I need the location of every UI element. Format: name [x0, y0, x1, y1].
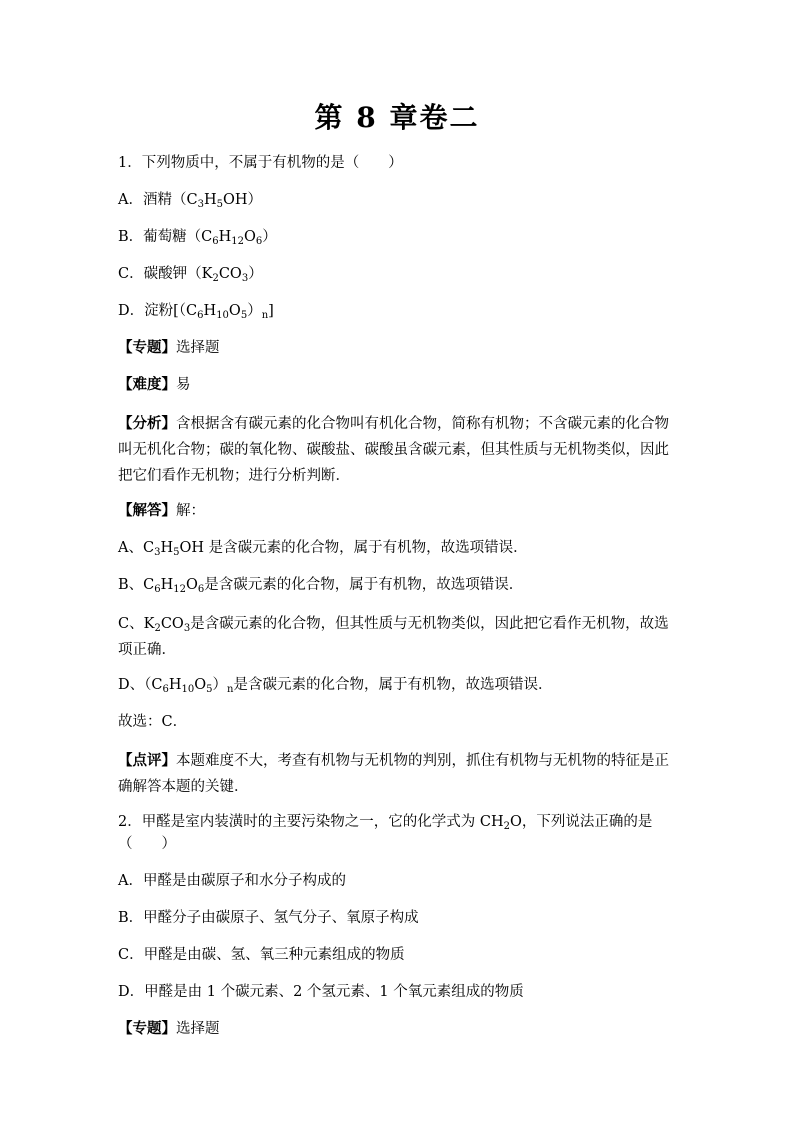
answer-label: 【解答】 — [118, 502, 176, 519]
topic-value: 选择题 — [176, 340, 220, 356]
q2-option-b: B．甲醛分子由碳原子、氢气分子、氧原子构成 — [118, 910, 419, 926]
q1-topic-line — [118, 337, 678, 359]
comment-text: 本题难度不大，考查有机物与无机物的判别，抓住有机物与无机物的特征是正确解答本题的关键． — [118, 753, 669, 795]
analysis-text: 含根据含有碳元素的化合物叫有机化合物，简称有机物；不含碳元素的化合物叫无机化合物；碳的氧化物、碳酸盐、碳酸虽含碳元素，但其性质与无机物类似，因此把它们看作无机物；进行分析判断． — [118, 416, 669, 484]
topic-value: 选择题 — [176, 1021, 220, 1037]
q1-final-choice: 故选：C． — [118, 714, 188, 730]
q1-difficulty-line — [118, 374, 678, 396]
q1-answer-line — [118, 500, 678, 522]
q1-option-c: C．碳酸钾$(K_2CO_3)$ — [118, 266, 263, 284]
q1-option-d: D．淀粉$[(C_6H_{10}O_5)_n]$ — [118, 303, 274, 321]
q1-stem: 1．下列物质中，不属于有机物的是（ ） — [118, 155, 403, 171]
document-body — [118, 152, 678, 1055]
q2-topic-line — [118, 1018, 678, 1040]
q1-solution-c: C、$K_2CO_3$是含碳元素的化合物，但其性质与无机物类似，因此把它看作无机物，故选项正确． — [118, 616, 669, 658]
topic-label: 【专题】 — [118, 1020, 176, 1037]
comment-label: 【点评】 — [118, 752, 176, 769]
q1-solution-a: A、$C_3H_5OH$ 是含碳元素的化合物，属于有机物，故选项错误． — [118, 540, 528, 558]
answer-text: 解： — [176, 503, 205, 519]
q2-option-d: D．甲醛是由 1 个碳元素、2 个氢元素、1 个氧元素组成的物质 — [118, 984, 524, 1000]
q1-solution-d: D、$(C_6H_{10}O_5)_n$是含碳元素的化合物，属于有机物，故选项错误． — [118, 677, 553, 695]
q2-option-c: C．甲醛是由碳、氢、氧三种元素组成的物质 — [118, 947, 405, 963]
q1-analysis — [118, 411, 678, 489]
difficulty-label: 【难度】 — [118, 376, 176, 393]
q1-comment — [118, 748, 678, 800]
difficulty-value: 易 — [176, 377, 191, 393]
q1-option-a: A．酒精$(C_3H_5OH)$ — [118, 192, 263, 210]
analysis-label: 【分析】 — [118, 415, 176, 432]
topic-label: 【专题】 — [118, 339, 176, 356]
q2-option-a: A．甲醛是由碳原子和水分子构成的 — [118, 873, 346, 889]
q2-stem: 2．甲醛是室内装潢时的主要污染物之一，它的化学式为 $CH_2O$，下列说法正确的是（ ） — [118, 814, 653, 852]
q1-option-b: B．葡萄糖$(C_6H_{12}O_6)$ — [118, 229, 277, 247]
page-title: 第 8 章卷二 — [314, 101, 480, 134]
q1-solution-b: B、$C_6H_{12}O_6$是含碳元素的化合物，属于有机物，故选项错误． — [118, 577, 524, 595]
